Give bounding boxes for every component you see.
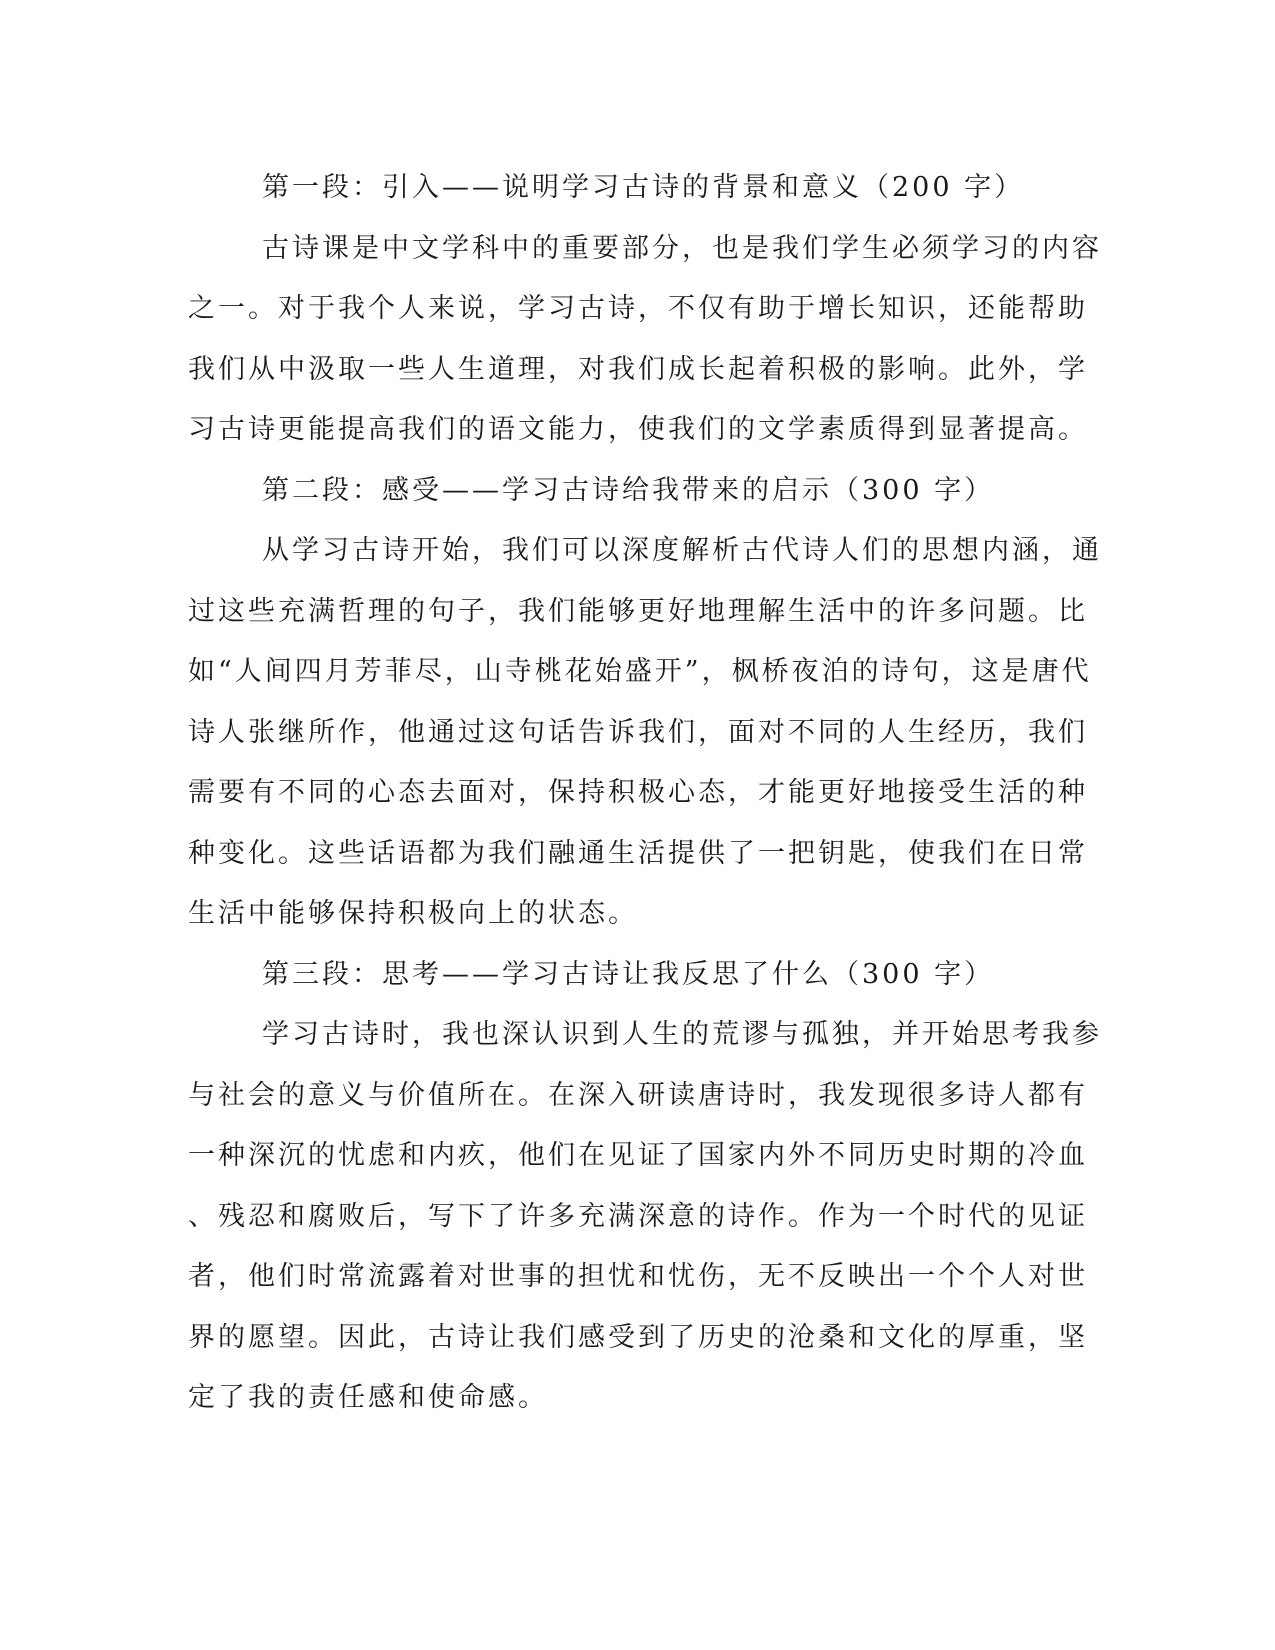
paragraph-line: 如“人间四月芳菲尽，山寺桃花始盛开”，枫桥夜泊的诗句，这是唐代 (188, 656, 1092, 687)
document-body (188, 158, 1102, 1429)
paragraph-line: 生活中能够保持积极向上的状态。 (188, 898, 638, 929)
paragraph-line: 定了我的责任感和使命感。 (188, 1382, 548, 1413)
paragraph-line: 界的愿望。因此，古诗让我们感受到了历史的沧桑和文化的厚重，坚 (188, 1321, 1088, 1353)
paragraph-line: 诗人张继所作，他通过这句话告诉我们，面对不同的人生经历，我们 (188, 716, 1088, 748)
section-heading-2: 第二段：感受——学习古诗给我带来的启示（300 字） (262, 474, 995, 506)
paragraph-line: 种变化。这些话语都为我们融通生活提供了一把钥匙，使我们在日常 (188, 837, 1088, 869)
paragraph-line: 学习古诗时，我也深认识到人生的荒谬与孤独，并开始思考我参 (262, 1019, 1102, 1050)
paragraph-line: 我们从中汲取一些人生道理，对我们成长起着积极的影响。此外，学 (188, 353, 1088, 385)
paragraph-line: 习古诗更能提高我们的语文能力，使我们的文学素质得到显著提高。 (188, 414, 1088, 445)
paragraph-line: 过这些充满哲理的句子，我们能够更好地理解生活中的许多问题。比 (188, 595, 1088, 627)
paragraph-line: 需要有不同的心态去面对，保持积极心态，才能更好地接受生活的种 (188, 777, 1088, 808)
paragraph-line: 古诗课是中文学科中的重要部分，也是我们学生必须学习的内容 (262, 232, 1102, 264)
paragraph-line: 者，他们时常流露着对世事的担忧和忧伤，无不反映出一个个人对世 (188, 1261, 1088, 1292)
section-heading-3: 第三段：思考——学习古诗让我反思了什么（300 字） (262, 958, 995, 990)
section-heading-1: 第一段：引入——说明学习古诗的背景和意义（200 字） (262, 172, 1025, 203)
paragraph-line: 从学习古诗开始，我们可以深度解析古代诗人们的思想内涵，通 (262, 535, 1102, 566)
paragraph-line: 之一。对于我个人来说，学习古诗，不仅有助于增长知识，还能帮助 (188, 293, 1088, 324)
paragraph-line: 、残忍和腐败后，写下了许多充满深意的诗作。作为一个时代的见证 (188, 1200, 1088, 1232)
paragraph-line: 一种深沉的忧虑和内疚，他们在见证了国家内外不同历史时期的冷血 (188, 1140, 1088, 1171)
paragraph-line: 与社会的意义与价值所在。在深入研读唐诗时，我发现很多诗人都有 (188, 1079, 1088, 1111)
